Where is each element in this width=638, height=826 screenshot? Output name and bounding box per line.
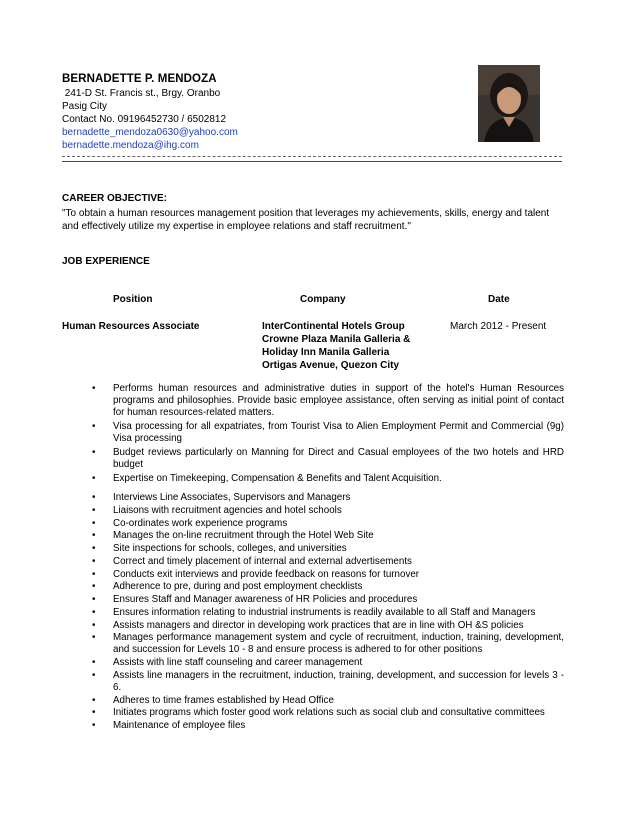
header-divider	[62, 156, 562, 162]
duty-text: Correct and timely placement of internal and external advertisements	[113, 555, 412, 567]
duty-item	[62, 556, 564, 568]
duty-text: Initiates programs which foster good work relations such as social club and consultative committees	[113, 707, 545, 719]
duty-text: Adheres to time frames established by Head Office	[113, 694, 334, 706]
duty-text: Liaisons with recruitment agencies and hotel schools	[113, 504, 342, 516]
duty-item	[62, 581, 564, 593]
duty-text: Visa processing for all expatriates, from Tourist Visa to Alien Employment Permit and Commercial (9g) Visa processing	[113, 421, 564, 444]
company-line: InterContinental Hotels Group	[262, 321, 405, 332]
duty-text: Maintenance of employee files	[113, 720, 246, 731]
bullet-icon: •	[92, 568, 96, 580]
duty-text: Assists with line staff counseling and career management	[113, 657, 363, 668]
bullet-icon: •	[92, 694, 96, 706]
duty-text: Expertise on Timekeeping, Compensation & Benefits and Talent Acquisition.	[113, 473, 442, 484]
bullet-icon: •	[92, 669, 96, 681]
applicant-name: BERNADETTE P. MENDOZA	[62, 73, 217, 85]
bullet-icon: •	[92, 447, 96, 458]
duty-item	[62, 518, 564, 530]
duty-item	[62, 620, 564, 632]
duty-item	[62, 473, 564, 485]
bullet-icon: •	[92, 619, 96, 631]
duty-item	[62, 505, 564, 517]
duty-item	[62, 447, 564, 471]
company-line: Holiday Inn Manila Galleria	[262, 347, 390, 358]
date-column-header: Date	[488, 294, 510, 305]
duties-list-main	[62, 383, 564, 487]
bullet-icon: •	[92, 581, 96, 593]
bullet-icon: •	[92, 555, 96, 567]
career-objective-text: "To obtain a human resources management position that leverages my achievements, skills, energy and talent and effectively utilize my expertise in employee relations and staff recruitment."	[62, 208, 550, 232]
profile-photo-graphic	[478, 65, 540, 142]
duty-text: Adherence to pre, during and post employment checklists	[113, 581, 363, 593]
bullet-icon: •	[92, 707, 96, 719]
email-link-yahoo[interactable]: bernadette_mendoza0630@yahoo.com	[62, 127, 238, 138]
duty-text: Performs human resources and administrative duties in support of the hotel's Human Resources programs and philosophies. Provide basic employee assistance, often serving as initial point of contact for human resources-related matters.	[113, 383, 564, 418]
duty-item	[62, 383, 564, 419]
duty-text: Ensures Staff and Manager awareness of HR Policies and procedures	[113, 594, 418, 605]
duty-text: Budget reviews particularly on Manning for Direct and Casual employees of the two hotels and HRD budget	[113, 447, 564, 470]
job-position: Human Resources Associate	[62, 321, 200, 332]
duty-text: Manages performance management system and cycle of recruitment, induction, training, development, and succession for Levels 10 - 8 and ensure process is adhered to for other positions	[113, 632, 564, 656]
company-line: Ortigas Avenue, Quezon City	[262, 360, 400, 371]
bullet-icon: •	[92, 383, 96, 394]
bullet-icon: •	[92, 594, 96, 605]
bullet-icon: •	[92, 657, 96, 668]
job-experience-title: JOB EXPERIENCE	[62, 256, 150, 267]
bullet-icon: •	[92, 421, 96, 432]
address-line-2: Pasig City	[62, 101, 108, 112]
duty-item	[62, 632, 564, 656]
duty-item	[62, 657, 564, 669]
company-line: Crowne Plaza Manila Galleria &	[262, 334, 411, 345]
position-column-header: Position	[113, 294, 153, 305]
bullet-icon: •	[92, 720, 96, 731]
job-date: March 2012 - Present	[450, 321, 547, 332]
duty-text: Assists line managers in the recruitment, induction, training, development, and succession for levels 3 - 6.	[113, 669, 564, 693]
duty-item	[62, 720, 564, 732]
job-company	[262, 320, 410, 372]
duty-item	[62, 707, 564, 719]
bullet-icon: •	[92, 504, 96, 516]
duty-item	[62, 530, 564, 542]
duty-text: Manages the on-line recruitment through the Hotel Web Site	[113, 530, 374, 542]
email-link-ihg[interactable]: bernadette.mendoza@ihg.com	[62, 140, 199, 151]
career-objective-title: CAREER OBJECTIVE:	[62, 193, 168, 204]
duty-text: Ensures information relating to industrial instruments is readily available to all Staff and Managers	[113, 606, 536, 618]
bullet-icon: •	[92, 606, 96, 618]
profile-photo	[478, 65, 540, 142]
duty-item	[62, 543, 564, 555]
duty-text: Assists managers and director in developing work practices that are in line with OH &S policies	[113, 619, 524, 631]
contact-number: Contact No. 09196452730 / 6502812	[62, 114, 227, 125]
duty-item	[62, 594, 564, 606]
bullet-icon: •	[92, 473, 96, 484]
duties-list-detail	[62, 492, 564, 733]
duty-text: Interviews Line Associates, Supervisors and Managers	[113, 492, 351, 503]
company-column-header: Company	[300, 294, 346, 305]
duty-item	[62, 492, 564, 504]
contact-header	[62, 73, 482, 152]
bullet-icon: •	[92, 632, 96, 644]
duty-item	[62, 695, 564, 707]
address-line-1: 241-D St. Francis st., Brgy. Oranbo	[62, 88, 221, 99]
bullet-icon: •	[92, 517, 96, 529]
duty-item	[62, 670, 564, 694]
duty-item	[62, 421, 564, 445]
duty-item	[62, 607, 564, 619]
duty-text: Co-ordinates work experience programs	[113, 517, 288, 529]
duty-text: Conducts exit interviews and provide feedback on reasons for turnover	[113, 568, 420, 580]
duty-item	[62, 569, 564, 581]
bullet-icon: •	[92, 530, 96, 542]
duty-text: Site inspections for schools, colleges, and universities	[113, 543, 347, 554]
bullet-icon: •	[92, 492, 96, 503]
bullet-icon: •	[92, 543, 96, 554]
